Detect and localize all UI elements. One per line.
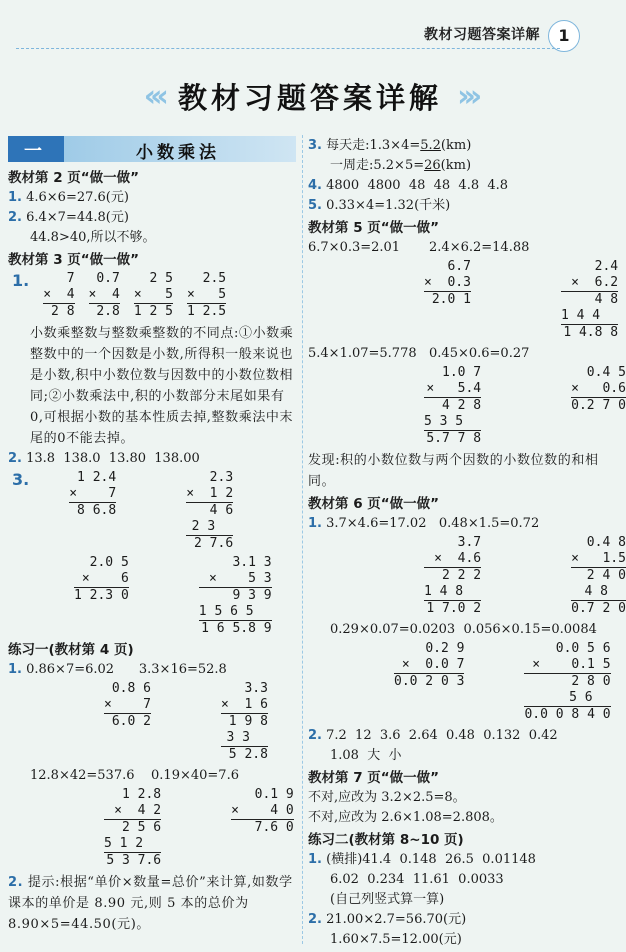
vertical-calc [187,271,226,320]
heading: 教材第 3 页“做一做” [8,252,140,268]
calc-row: 5 1 2 [104,836,144,851]
calc-row: 0.4 5 [586,365,626,380]
main-title-bar [0,76,620,117]
calc-row: 7 [66,271,75,286]
page-number: 1 [548,20,580,52]
heading: 练习二(教材第 8~10 页) [308,832,464,848]
vertical-calc [69,470,116,519]
answer-line: 2. 6.4×7=44.8(元) [8,210,129,225]
calc-row: × 7 [104,697,151,712]
calc-row: × 0.6 [571,381,626,396]
calc-row: 5.7 7 8 [424,430,481,447]
calc-row: × 4 0 [231,803,294,818]
calc-row: 5 3 7.6 [104,852,161,869]
answer-line: 44.8>40,所以不够。 [30,230,156,245]
calc-row: 1 2.4 [77,470,117,485]
calc-row: 3.3 [244,681,268,696]
answer-line: 不对,应改为 2.6×1.08=2.808。 [308,810,503,825]
calc-row: 1 2.3 0 [74,588,129,603]
calc-row: 2.4 [594,259,619,274]
vertical-calc [571,365,626,414]
calc-row: 6.7 [447,259,471,274]
calc-row: × 5 [133,287,173,302]
calc-row: 4 8 [584,584,608,599]
calc-row: 0.8 6 [111,681,151,696]
answer-line: 1. 0.86×7=6.02 3.3×16=52.8 [8,662,227,677]
vertical-calc [394,641,464,690]
calc-row: × 0.1 5 [532,657,611,672]
calc-row: 0.2 7 0 [571,398,626,413]
heading: 教材第 7 页“做一做” [308,770,440,786]
vertical-calc [186,470,233,552]
calc-row: 2.0 5 [89,555,129,570]
calc-row: × 4 2 [114,803,162,818]
vertical-calc-group [12,787,296,869]
calc-row: 8 6.8 [69,502,116,519]
calc-row: 0.0 2 0 3 [394,674,465,689]
answer-line: 1.08 大 小 [330,748,402,763]
chevron-right-icon: ››› [457,79,477,114]
answer-line: 4. 4800 4800 48 48 4.8 4.8 [308,178,509,193]
calc-row: 2 8 0 [524,673,610,690]
vertical-calc [43,271,74,320]
calc-row: 2.0 1 [424,291,471,308]
calc-row: 1 9 8 [221,713,268,730]
answer-line: 3. 每天走:1.3×4=5.2(km) [308,138,472,153]
calc-row: × 7 [69,486,117,501]
calc-row: 0.0 0 8 4 0 [524,707,611,722]
left-column [8,136,296,935]
vertical-calc [199,555,272,637]
vertical-calc-group [12,555,296,637]
section-number: 一 [24,141,42,162]
vertical-calc-group [312,535,626,617]
answer-line: 1.60×7.5=12.00(元) [330,932,462,947]
calc-row: 1 2.8 [122,787,162,802]
calc-row: 0.0 5 6 [555,641,611,656]
calc-row: 1 5 6 5 [198,604,254,619]
calc-row: × 0.0 7 [401,657,465,672]
calc-row: 0.4 8 [586,535,626,550]
answer-line: 2. 7.2 12 3.6 2.64 0.48 0.132 0.42 [308,728,558,743]
vertical-calc [89,271,120,320]
hint-text: 2. 提示:根据“单价×数量=总价”来计算,如数学课本的单价是 8.90 元,则 5 本的总价为 8.90×5=44.50(元)。 [8,875,293,932]
calc-row: 2.8 [89,303,120,320]
calc-row: × 4.6 [434,551,482,566]
calc-row: 4 6 [186,502,233,519]
calc-row: 1 2 5 [133,304,173,319]
calc-row: × 1 6 [220,697,268,712]
right-column [308,136,626,950]
calc-row: 2 5 6 [104,819,161,836]
vertical-calc-group [12,470,296,552]
heading: 教材第 2 页“做一做” [8,170,140,186]
calc-row: 2 5 [149,271,173,286]
calc-row: 1 2.5 [186,304,227,319]
calc-row: 6.0 2 [104,713,151,730]
vertical-calc [524,641,610,723]
vertical-calc [134,271,173,320]
answer-line: 6.7×0.3=2.01 2.4×6.2=14.88 [308,240,530,255]
question-number: 3. [12,470,30,489]
answer-line: 6.02 0.234 11.61 0.0033 [330,872,504,887]
calc-row: × 4 [43,287,75,302]
vertical-calc [221,681,268,763]
calc-row: 4 2 8 [424,397,481,414]
answer-line: 1. 4.6×6=27.6(元) [8,190,129,205]
main-title: 教材习题答案详解 [177,81,442,115]
header-divider [16,48,560,49]
vertical-calc-group [312,365,626,447]
heading: 教材第 6 页“做一做” [308,496,440,512]
vertical-calc [424,259,471,308]
calc-row: 0.1 9 [254,787,294,802]
calc-row: 0.7 [96,271,120,286]
calc-row: 3 3 [226,730,250,745]
vertical-calc [424,365,481,447]
section-title: 小数乘法 [136,143,220,163]
calc-row: × 5 [186,287,227,302]
answer-line: 5.4×1.07=5.778 0.45×0.6=0.27 [308,346,530,361]
calc-row: × 5.4 [426,381,482,396]
explanation-text: 小数乘整数与整数乘整数的不同点:①小数乘整数中的一个因数是小数,所得积一般来说也是小数,积中小数位数与因数中的小数位数相同;②小数乘法中,积的小数部分末尾如果有0,可根据小数的基本性质去掉,整数乘法中末尾的0不能去掉。 [30,326,294,446]
vertical-calc [571,535,626,617]
vertical-calc-group [12,271,296,320]
calc-row: 1 4.8 8 [561,324,618,341]
chevron-left-icon: ‹‹‹ [143,79,163,114]
calc-row: × 4 [88,287,120,302]
calc-row: 1 6 5.8 9 [199,620,272,637]
calc-row: 1.0 7 [442,365,482,380]
answer-line: 5. 0.33×4=1.32(千米) [308,198,451,213]
calc-row: 0.2 9 [425,641,465,656]
header-title: 教材习题答案详解 [424,27,540,43]
calc-row: 3.7 [457,535,482,550]
calc-row: 5 6 [569,690,593,705]
calc-row: 3.1 3 [232,555,272,570]
heading: 练习一(教材第 4 页) [8,642,134,658]
calc-row: × 6 [81,571,129,586]
vertical-calc-group [12,681,296,763]
vertical-calc [424,535,481,617]
heading: 教材第 5 页“做一做” [308,220,440,236]
calc-row: × 1 2 [186,486,234,501]
calc-row: 5 2.8 [221,746,268,763]
calc-row: 2.3 [209,470,234,485]
vertical-calc [74,555,129,604]
calc-row: 2 8 [43,303,74,320]
calc-row: 9 3 9 [199,587,272,604]
answer-line: 1. 3.7×4.6=17.02 0.48×1.5=0.72 [308,516,540,531]
calc-row: 2 7.6 [186,535,233,552]
calc-row: 2 2 2 [424,567,481,584]
answer-line: (自己列竖式算一算) [330,892,445,907]
calc-row: 2 4 0 [571,567,626,584]
calc-row: × 0.3 [424,275,471,290]
calc-row: 7.6 0 [231,819,294,836]
calc-row: 2.5 [202,271,227,286]
calc-row: 2 3 [191,519,216,534]
vertical-calc [104,681,151,730]
calc-row: × 5 3 [208,571,272,586]
calc-row: 0.7 2 0 [571,601,626,616]
answer-line: 0.29×0.07=0.0203 0.056×0.15=0.0084 [330,622,597,637]
calc-row: 1 4 4 [560,308,601,323]
answer-line: 1. (横排)41.4 0.148 26.5 0.01148 [308,852,536,867]
vertical-calc [231,787,294,836]
calc-row: 1 7.0 2 [424,600,481,617]
answer-line: 2. 13.8 138.0 13.80 138.00 [8,451,200,466]
answer-line: 一周走:5.2×5=26(km) [330,158,472,173]
answer-line: 2. 21.00×2.7=56.70(元) [308,912,467,927]
vertical-calc [104,787,161,869]
vertical-calc-group [312,641,611,723]
section-banner [8,136,296,162]
answer-line: 不对,应改为 3.2×2.5=8。 [308,790,466,805]
calc-row: × 1.5 [571,551,626,566]
finding-text: 发现:积的小数位数与两个因数的小数位数的和相同。 [308,453,599,489]
column-divider [302,135,303,944]
answer-line: 12.8×42=537.6 0.19×40=7.6 [30,768,239,783]
calc-row: 1 4 8 [424,584,464,599]
question-number: 1. [12,271,30,290]
calc-row: 5 3 5 [424,414,464,429]
vertical-calc [561,259,618,341]
page-header [0,0,620,54]
calc-row: 4 8 [561,291,618,308]
vertical-calc-group [312,259,619,341]
calc-row: × 6.2 [571,275,619,290]
